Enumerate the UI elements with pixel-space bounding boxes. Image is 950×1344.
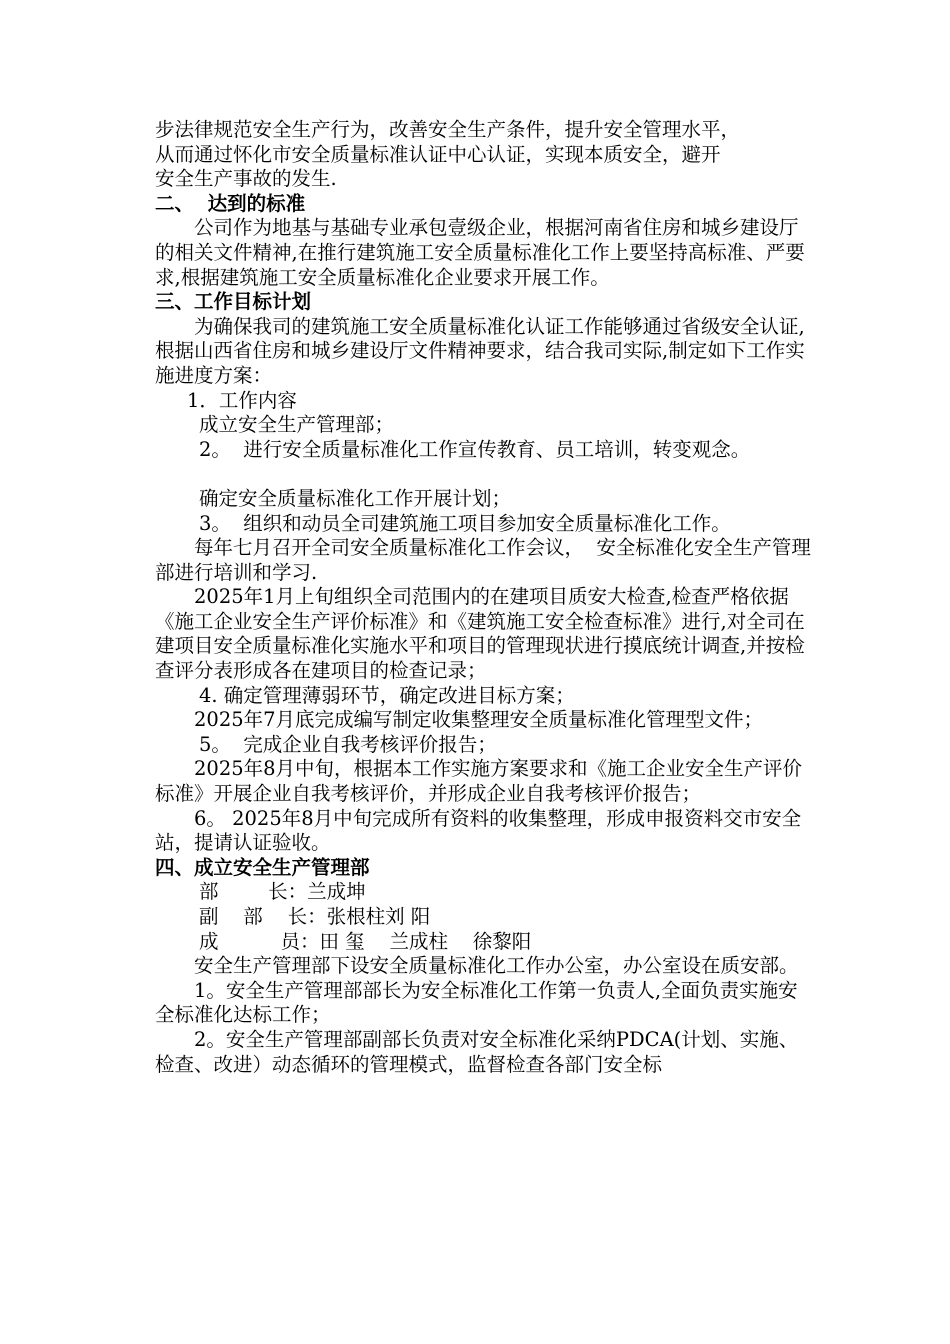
officer-members: 成 员：田 玺 兰成柱 徐黎阳 — [199, 929, 532, 953]
section-heading-4: 四、成立安全生产管理部 — [155, 855, 370, 879]
list-item: 5。 完成企业自我考核评价报告； — [199, 732, 497, 756]
blank-line — [155, 462, 816, 487]
list-item: 4. 确定管理薄弱环节，确定改进目标方案； — [199, 683, 575, 707]
list-item: 2。 进行安全质量标准化工作宣传教育、员工培训，转变观念。 — [199, 437, 751, 461]
office-note: 安全生产管理部下设安全质量标准化工作办公室，办公室设在质安部。 — [194, 954, 799, 978]
duty-item: 1。安全生产管理部部长为安全标准化工作第一负责人,全面负责实施安全标准化达标工作； — [155, 978, 798, 1027]
section3-body: 为确保我司的建筑施工安全质量标准化认证工作能够通过省级安全认证,根据山西省住房和城乡建设厅文件精神要求，结合我司实际,制定如下工作实施进度方案： — [155, 314, 805, 387]
list-item-text: 2025年1月上旬组织全司范围内的在建项目质安大检查,检查严格依据《施工企业安全生产评价标准》和《建筑施工安全检查标准》进行,对全司在建项目安全质量标准化实施水平和项目的管理现状进行摸底统计调查,并按检查评分表形成各在建项目的检查记录； — [155, 585, 805, 683]
list-item: 1．工作内容 — [187, 388, 297, 412]
duty-item: 2。安全生产管理部副部长负责对安全标准化采纳PDCA(计划、实施、检查、改进）动态循环的管理模式，监督检查各部门安全标 — [155, 1027, 799, 1076]
list-item-text: 每年七月召开全司安全质量标准化工作会议， 安全标准化安全生产管理部进行培训和学习. — [155, 536, 811, 584]
list-item-text: 成立安全生产管理部； — [199, 413, 395, 437]
section2-body: 公司作为地基与基础专业承包壹级企业，根据河南省住房和城乡建设厅的相关文件精神,在推行建筑施工安全质量标准化工作上要坚持高标准、严要求,根据建筑施工安全质量标准化企业要求开展工作。 — [155, 216, 805, 289]
list-item: 6。 2025年8月中旬完成所有资料的收集整理，形成申报资料交市安全站，提请认证验收。 — [155, 806, 802, 855]
intro-line: 从而通过怀化市安全质量标准认证中心认证，实现本质安全，避开 — [155, 142, 721, 166]
section-heading-2: 二、 达到的标准 — [155, 191, 306, 215]
intro-line: 安全生产事故的发生. — [155, 167, 337, 191]
list-item-text: 2025年7月底完成编写制定收集整理安全质量标准化管理型文件； — [194, 708, 764, 732]
officer-deputy: 副 部 长：张根柱刘 阳 — [199, 905, 431, 928]
list-item: 3。 组织和动员全司建筑施工项目参加安全质量标准化工作。 — [199, 511, 731, 535]
list-item-text: 确定安全质量标准化工作开展计划； — [199, 486, 512, 510]
officer-director: 部 长：兰成坤 — [199, 880, 366, 904]
section-heading-3: 三、工作目标计划 — [155, 290, 312, 314]
list-item-text: 2025年8月中旬，根据本工作实施方案要求和《施工企业安全生产评价标准》开展企业自我考核评价，并形成企业自我考核评价报告； — [155, 757, 803, 806]
intro-line: 步法律规范安全生产行为，改善安全生产条件，提升安全管理水平， — [155, 118, 741, 141]
